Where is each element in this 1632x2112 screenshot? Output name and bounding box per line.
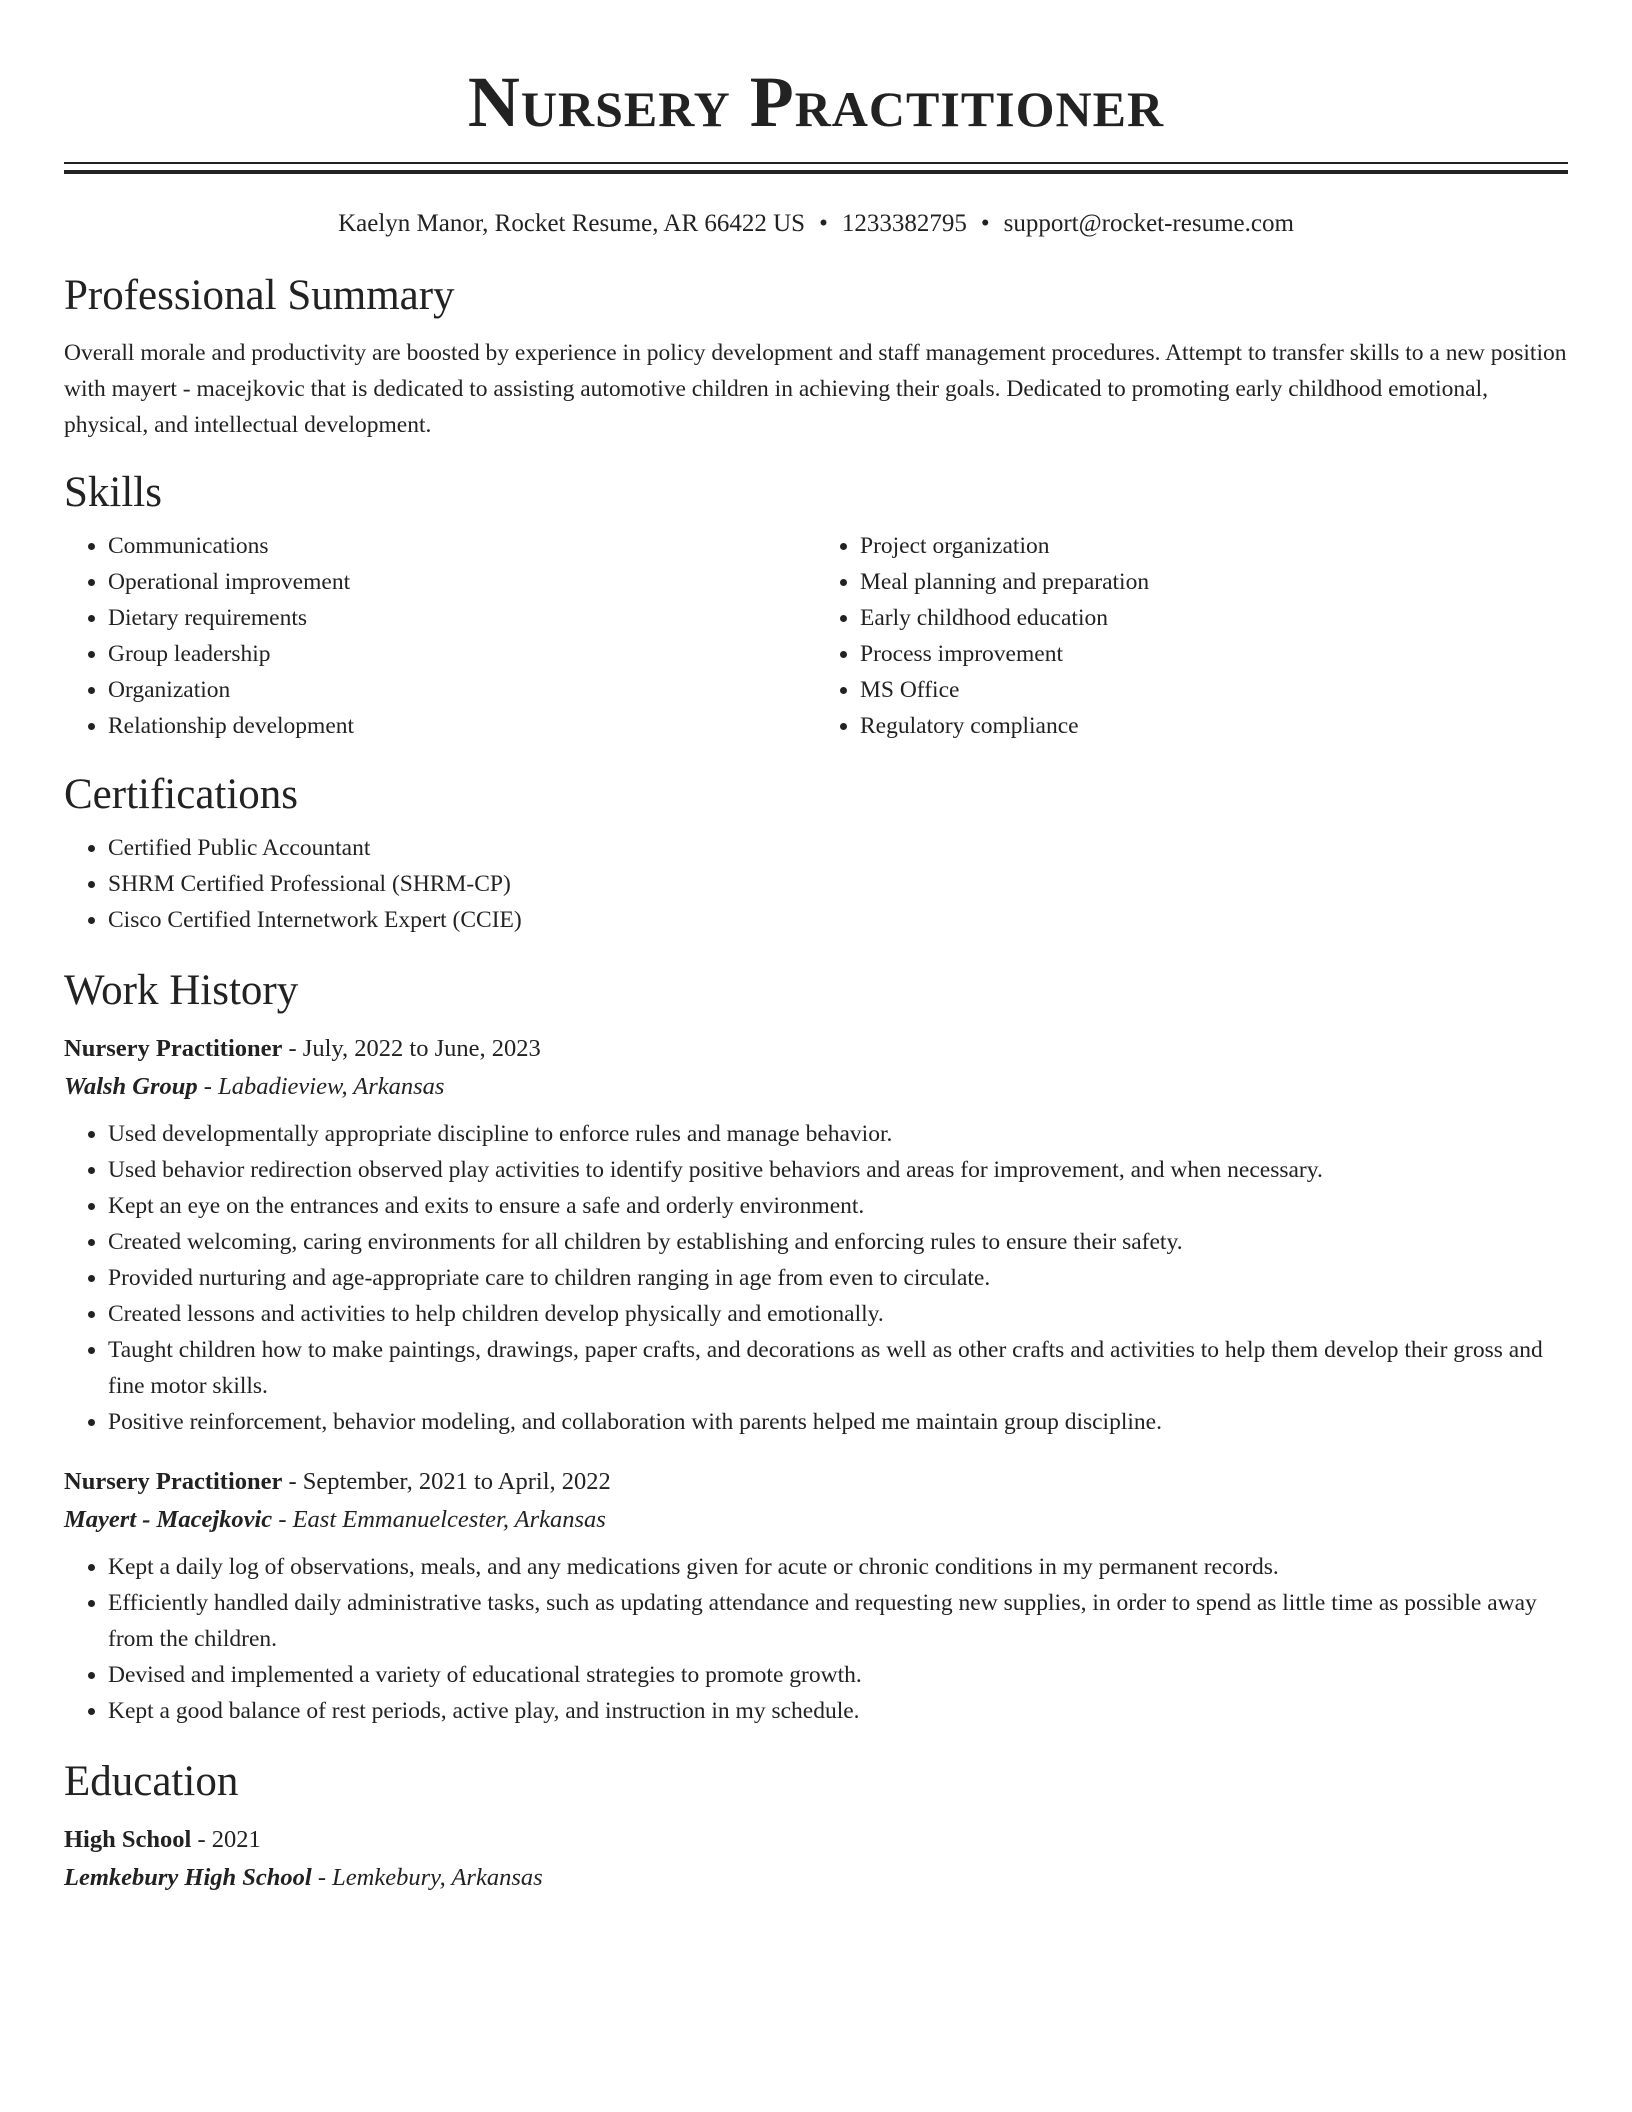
skill-item: • Relationship development xyxy=(108,708,816,744)
contact-line xyxy=(64,208,1568,240)
skill-item: • Process improvement xyxy=(860,636,1568,672)
job-dates: - September, 2021 to April, 2022 xyxy=(282,1468,611,1495)
skills-heading: Skills xyxy=(64,469,162,516)
skill-item: • Early childhood education xyxy=(860,600,1568,636)
skill-item: • Regulatory compliance xyxy=(860,708,1568,744)
degree: High School xyxy=(64,1826,192,1853)
job-company-line xyxy=(64,1501,1568,1539)
job-company: Walsh Group xyxy=(64,1073,198,1100)
certifications-list xyxy=(64,830,1568,938)
school-line xyxy=(64,1859,1568,1897)
certification-item: • Cisco Certified Internetwork Expert (CCIE) xyxy=(108,902,1568,938)
job-bullet: • Devised and implemented a variety of educational strategies to promote growth. xyxy=(108,1657,1568,1693)
contact-email: support@rocket-resume.com xyxy=(1003,210,1294,237)
job-entry xyxy=(64,1030,1568,1440)
job-bullet: • Kept an eye on the entrances and exits to ensure a safe and orderly environment. xyxy=(108,1188,1568,1224)
education-section xyxy=(64,1757,1568,1897)
job-title-line xyxy=(64,1030,1568,1068)
skill-item: • MS Office xyxy=(860,672,1568,708)
job-bullet: • Used behavior redirection observed play activities to identify positive behaviors and areas for improvement, and when necessary. xyxy=(108,1152,1568,1188)
contact-separator: • xyxy=(819,210,828,237)
contact-separator: • xyxy=(980,210,990,237)
school-location: - Lemkebury, Arkansas xyxy=(311,1864,543,1891)
summary-text: Overall morale and productivity are boosted by experience in policy development and staff management procedures. Attempt to transfer skills to a new position with mayert - macejkovic that is dedicated to assisting automotive children in achieving their goals. Dedicated to promoting early childhood emotional, physical, and intellectual development. xyxy=(64,340,1567,438)
degree-line xyxy=(64,1821,1568,1859)
job-bullet: • Kept a good balance of rest periods, active play, and instruction in my schedule. xyxy=(108,1693,1568,1729)
job-bullet: • Efficiently handled daily administrative tasks, such as updating attendance and requesting new supplies, in order to spend as little time as possible away from the children. xyxy=(108,1585,1568,1657)
job-location: - Labadieview, Arkansas xyxy=(197,1073,445,1100)
education-heading: Education xyxy=(64,1758,239,1805)
skills-columns xyxy=(64,528,1568,744)
skill-item: • Organization xyxy=(108,672,816,708)
skill-item: • Meal planning and preparation xyxy=(860,564,1568,600)
contact-address: Kaelyn Manor, Rocket Resume, AR 66422 US xyxy=(338,210,806,237)
skill-item: • Project organization xyxy=(860,528,1568,564)
job-company: Mayert - Macejkovic xyxy=(64,1506,273,1533)
skills-list-right xyxy=(816,528,1568,744)
work-history-heading: Work History xyxy=(64,967,299,1014)
skill-item: • Group leadership xyxy=(108,636,816,672)
work-history-section xyxy=(64,966,1568,1729)
job-bullet: • Provided nurturing and age-appropriate care to children ranging in age from even to circulate. xyxy=(108,1260,1568,1296)
job-title: Nursery Practitioner xyxy=(64,1035,283,1062)
candidate-name: Nursery Practitioner xyxy=(467,62,1165,142)
skill-item: • Communications xyxy=(108,528,816,564)
job-location: - East Emmanuelcester, Arkansas xyxy=(272,1506,606,1533)
certification-item: • Certified Public Accountant xyxy=(108,830,1568,866)
graduation-year: - 2021 xyxy=(191,1826,261,1853)
skill-item: • Operational improvement xyxy=(108,564,816,600)
job-bullets xyxy=(64,1549,1568,1729)
job-title-line xyxy=(64,1463,1568,1501)
certifications-heading: Certifications xyxy=(64,771,299,818)
header-rule-thick xyxy=(64,170,1568,174)
job-bullet: • Positive reinforcement, behavior modeling, and collaboration with parents helped me maintain group discipline. xyxy=(108,1404,1568,1440)
summary-section xyxy=(64,271,1568,443)
header-rule-thin xyxy=(64,162,1568,164)
skills-list-left xyxy=(64,528,816,744)
skill-item: • Dietary requirements xyxy=(108,600,816,636)
job-company-line xyxy=(64,1068,1568,1106)
job-dates: - July, 2022 to June, 2023 xyxy=(282,1035,541,1062)
job-bullet: • Created lessons and activities to help children develop physically and emotionally. xyxy=(108,1296,1568,1332)
summary-heading: Professional Summary xyxy=(64,272,455,319)
job-bullet: • Used developmentally appropriate discipline to enforce rules and manage behavior. xyxy=(108,1116,1568,1152)
job-title: Nursery Practitioner xyxy=(64,1468,283,1495)
certification-item: • SHRM Certified Professional (SHRM-CP) xyxy=(108,866,1568,902)
job-bullets xyxy=(64,1116,1568,1440)
job-bullet: • Taught children how to make paintings, drawings, paper crafts, and decorations as well as other crafts and activities to help them develop their gross and fine motor skills. xyxy=(108,1332,1568,1404)
school-name: Lemkebury High School xyxy=(64,1864,312,1891)
job-bullet: • Created welcoming, caring environments for all children by establishing and enforcing rules to ensure their safety. xyxy=(108,1224,1568,1260)
contact-phone: 1233382795 xyxy=(841,210,967,237)
skills-section xyxy=(64,468,1568,744)
certifications-section xyxy=(64,770,1568,938)
job-entry xyxy=(64,1463,1568,1729)
job-bullet: • Kept a daily log of observations, meals, and any medications given for acute or chronic conditions in my permanent records. xyxy=(108,1549,1568,1585)
